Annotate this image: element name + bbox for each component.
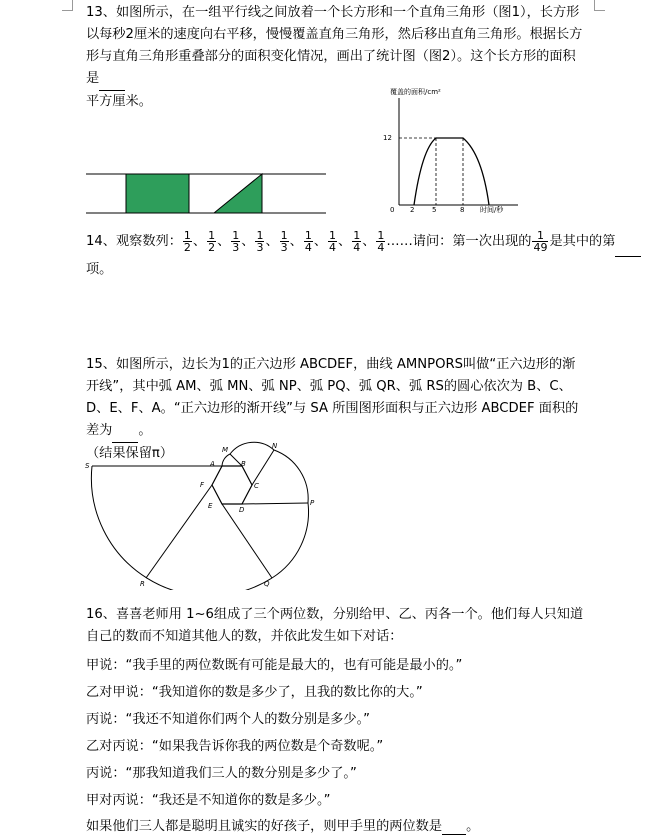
separator: 、	[265, 234, 279, 249]
involute-arc-PN	[274, 450, 308, 503]
q16-conclusion	[86, 815, 479, 835]
dialogue-line: 乙对甲说：“我知道你的数是多少了，且我的数比你的大。”	[86, 685, 423, 700]
label-D: D	[239, 506, 245, 514]
separator: 、	[289, 234, 303, 249]
fraction-numerator: 1	[183, 228, 191, 242]
involute-arc-MA	[222, 454, 230, 466]
fraction-numerator: 1	[532, 230, 548, 242]
dialogue-line: 乙对丙说：“如果我告诉你我的两位数是个奇数呢。”	[86, 739, 384, 754]
sequence-fraction	[280, 230, 289, 253]
q16-tail: 。	[466, 819, 480, 834]
fraction-denominator: 2	[183, 240, 191, 254]
hexagon-ABCDEF	[212, 466, 252, 504]
separator: 、	[241, 234, 255, 249]
sequence-fraction	[183, 230, 192, 253]
fraction-numerator: 1	[280, 228, 288, 242]
q13-figure-parallel-lines	[86, 168, 326, 218]
q14-answer-blank	[615, 228, 641, 257]
y-tick-12: 12	[383, 134, 392, 142]
label-M: M	[222, 446, 229, 454]
q14-tail: 项。	[86, 262, 113, 277]
separator: 、	[217, 234, 231, 249]
sequence-fraction	[207, 230, 216, 253]
label-R: R	[140, 580, 145, 588]
label-P: P	[310, 499, 315, 507]
dialogue-line: 甲说：“我手里的两位数既有可能是最大的，也有可能是最小的。”	[86, 658, 463, 673]
q13-body: 13、如图所示，在一组平行线之间放着一个长方形和一个直角三角形（图1），长方形以每秒2厘米的速度向右平移，慢慢覆盖直角三角形，然后移出直角三角形。根据长方形与直角三角形重叠部分的面积变化情况，画出了统计图（图2）。这个长方形的面积是	[86, 5, 583, 86]
fraction-denominator: 4	[377, 240, 385, 254]
fraction-numerator: 1	[377, 228, 385, 242]
page-corner-mark-left	[62, 0, 73, 11]
sequence-fraction	[328, 230, 337, 253]
q15-body: 15、如图所示，边长为1的正六边形 ABCDEF，曲线 AMNPORS叫做“正六边形的渐开线”，其中弧 AM、弧 MN、弧 NP、弧 PQ、弧 QR、弧 RS的圆心依次为 B、C、D、E、F、A。“正六边形的渐开线”与 SA 所围图形面积与正六边形 ABCDEF 面积的差为	[86, 357, 579, 438]
label-S: S	[85, 462, 90, 470]
fraction-denominator: 3	[232, 240, 240, 254]
fraction-denominator: 2	[208, 240, 216, 254]
q15-tail: 。	[138, 423, 152, 438]
q14-question-a: 请问：第一次出现的	[412, 234, 532, 249]
q15-note: （结果保留π）	[86, 446, 174, 461]
fraction-denominator: 4	[329, 240, 337, 254]
label-N: N	[272, 442, 278, 450]
involute-arc-NM	[230, 442, 274, 454]
sequence-fraction	[255, 230, 264, 253]
fraction-denominator: 3	[256, 240, 264, 254]
fraction-denominator: 4	[353, 240, 361, 254]
green-right-triangle	[214, 174, 262, 213]
area-curve	[414, 138, 489, 205]
label-C: C	[254, 482, 259, 490]
fraction-denominator: 49	[533, 240, 548, 254]
x-tick-8: 8	[460, 206, 465, 214]
y-axis-label: 覆盖的面积/cm²	[390, 88, 441, 96]
separator: 、	[313, 234, 328, 249]
q16-intro: 16、喜喜老师用 1~6组成了三个两位数，分别给甲、乙、丙各一个。他们每人只知道自己的数而不知道其他人的数，并依此发生如下对话：	[86, 607, 584, 644]
dialogue-line: 丙说：“我还不知道你们两个人的数分别是多少。”	[86, 712, 370, 727]
fraction-denominator: 3	[280, 240, 288, 254]
label-E: E	[208, 502, 213, 510]
fraction-numerator: 1	[232, 228, 240, 242]
fraction-numerator: 1	[353, 228, 361, 242]
label-F: F	[200, 481, 205, 489]
dialogue-line: 丙说：“那我知道我们三人的数分别是多少了。”	[86, 766, 357, 781]
involute-arc-QP	[272, 503, 309, 578]
q13-answer-blank	[99, 68, 125, 91]
label-A: A	[210, 460, 215, 468]
x-tick-2: 2	[410, 206, 415, 214]
sequence-fraction	[304, 230, 313, 253]
sequence-fraction	[231, 230, 240, 253]
separator: 、	[338, 234, 352, 249]
fraction-numerator: 1	[208, 228, 216, 242]
dialogue-line: 甲对丙说：“我还是不知道你的数是多少。”	[86, 793, 331, 808]
origin-label: 0	[390, 206, 395, 214]
label-B: B	[241, 460, 246, 468]
separator: 、	[192, 234, 207, 249]
fraction-numerator: 1	[304, 228, 312, 242]
x-axis-label: 时间/秒	[480, 206, 504, 214]
q14-question-b: 是其中的第	[549, 234, 616, 249]
sequence-fraction	[352, 230, 361, 253]
fraction-denominator: 4	[304, 240, 312, 254]
ellipsis: ……	[386, 234, 413, 249]
q13-figure-area-graph	[376, 84, 526, 216]
green-rectangle	[126, 174, 189, 213]
separator: 、	[362, 234, 376, 249]
x-tick-5: 5	[432, 206, 437, 214]
q16-conclusion-text: 如果他们三人都是聪明且诚实的好孩子，则甲手里的两位数是	[86, 819, 443, 834]
q13-tail: 平方厘米。	[86, 94, 152, 109]
fraction-numerator: 1	[256, 228, 264, 242]
page-corner-mark-right	[594, 0, 605, 11]
q15-figure-hexagon-involute	[84, 440, 324, 590]
sequence-fraction	[376, 230, 385, 253]
q14-text	[86, 228, 641, 256]
q14-prefix: 14、观察数列：	[86, 234, 182, 249]
label-Q: Q	[264, 580, 270, 588]
fraction-numerator: 1	[329, 228, 337, 242]
target-fraction	[532, 230, 548, 253]
